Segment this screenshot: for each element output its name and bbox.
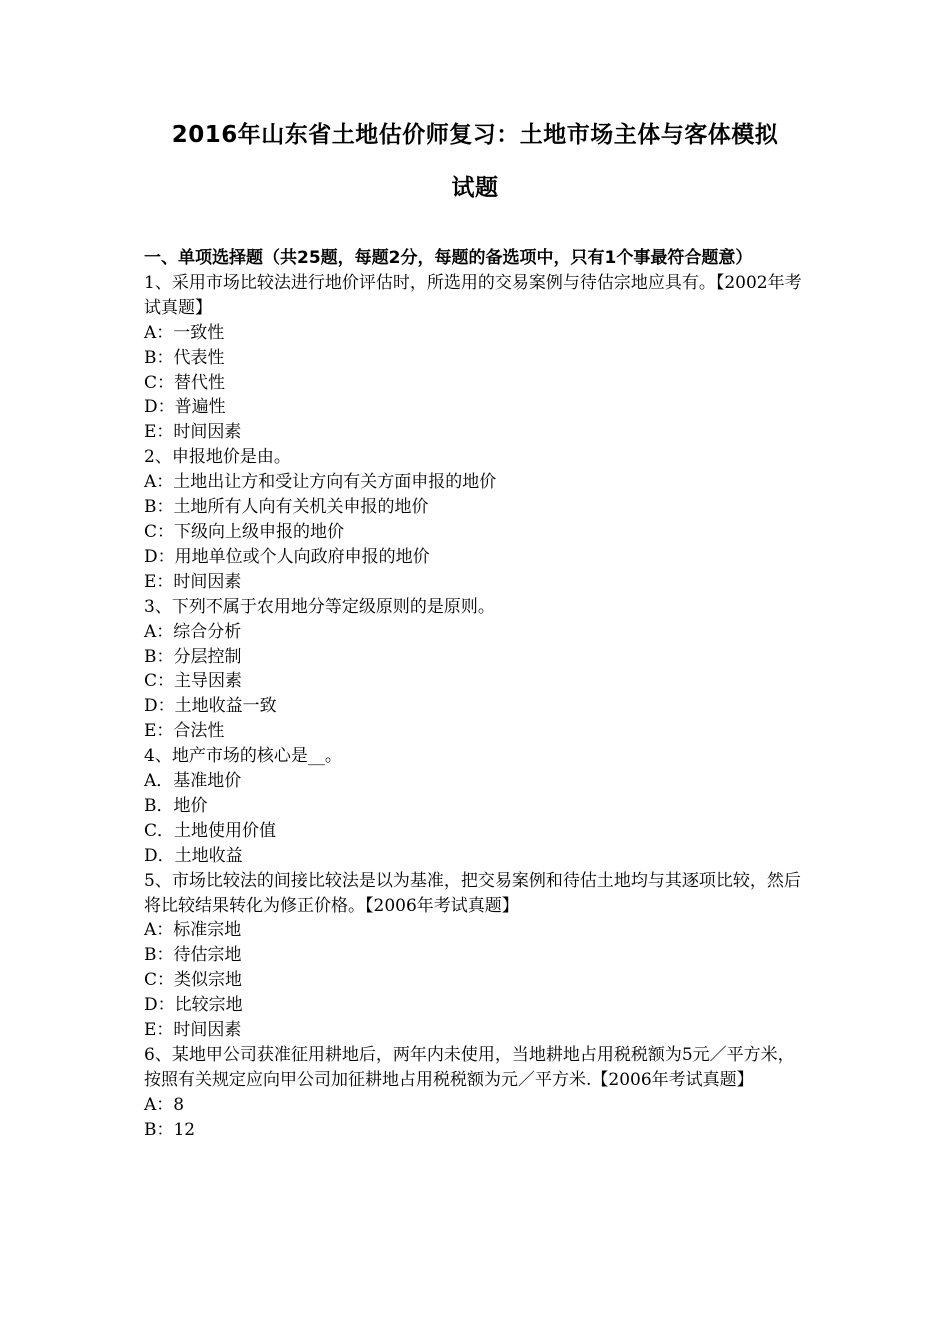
option-b: B：代表性 [144, 347, 225, 368]
option-d: D：土地收益一致 [144, 696, 277, 717]
option-c: C．土地使用价值 [144, 820, 277, 841]
option-e: E：时间因素 [144, 422, 242, 443]
option-b: B：12 [144, 1119, 196, 1140]
question-stem: 2、申报地价是由。 [144, 447, 291, 468]
option-b: B．地价 [144, 795, 208, 816]
option-d: D：普遍性 [144, 397, 226, 418]
option-b: B：待估宗地 [144, 945, 242, 966]
document-title-line-1: 2016年山东省土地估价师复习：土地市场主体与客体模拟 [171, 122, 779, 148]
question-stem: 1、采用市场比较法进行地价评估时，所选用的交易案例与待估宗地应具有。【2002年考试真题】 [144, 272, 802, 318]
question-3 [144, 595, 810, 744]
option-a: A：一致性 [144, 322, 225, 343]
option-a: A．基准地价 [144, 771, 242, 792]
question-5 [144, 869, 810, 1043]
option-b: B：土地所有人向有关机关申报的地价 [144, 497, 429, 518]
question-2 [144, 445, 810, 594]
question-stem: 4、地产市场的核心是__。 [144, 746, 342, 767]
option-d: D．土地收益 [144, 845, 243, 866]
document-body [144, 246, 810, 1143]
option-c: C：下级向上级申报的地价 [144, 521, 345, 542]
document-title-line-2: 试题 [451, 175, 499, 201]
option-c: C：类似宗地 [144, 970, 243, 991]
option-e: E：合法性 [144, 721, 225, 742]
option-a: A：8 [144, 1094, 185, 1115]
option-c: C：替代性 [144, 372, 226, 393]
option-c: C：主导因素 [144, 671, 243, 692]
option-a: A：标准宗地 [144, 920, 242, 941]
question-1 [144, 271, 810, 445]
option-e: E：时间因素 [144, 1020, 242, 1041]
question-stem: 3、下列不属于农用地分等定级原则的是原则。 [144, 596, 495, 617]
option-d: D：用地单位或个人向政府申报的地价 [144, 546, 430, 567]
section-heading: 一、单项选择题（共25题，每题2分，每题的备选项中，只有1个事最符合题意） [144, 248, 753, 268]
question-6 [144, 1043, 810, 1143]
option-e: E：时间因素 [144, 571, 242, 592]
question-4 [144, 744, 810, 869]
option-a: A：土地出让方和受让方向有关方面申报的地价 [144, 472, 497, 493]
question-stem: 5、市场比较法的间接比较法是以为基准，把交易案例和待估土地均与其逐项比较，然后将比较结果转化为修正价格。【2006年考试真题】 [144, 870, 801, 916]
question-stem: 6、某地甲公司获准征用耕地后，两年内未使用，当地耕地占用税税额为5元／平方米，按照有关规定应向甲公司加征耕地占用税税额为元／平方米.【2006年考试真题】 [144, 1045, 795, 1090]
option-b: B：分层控制 [144, 646, 242, 667]
option-d: D：比较宗地 [144, 995, 243, 1016]
option-a: A：综合分析 [144, 621, 242, 642]
